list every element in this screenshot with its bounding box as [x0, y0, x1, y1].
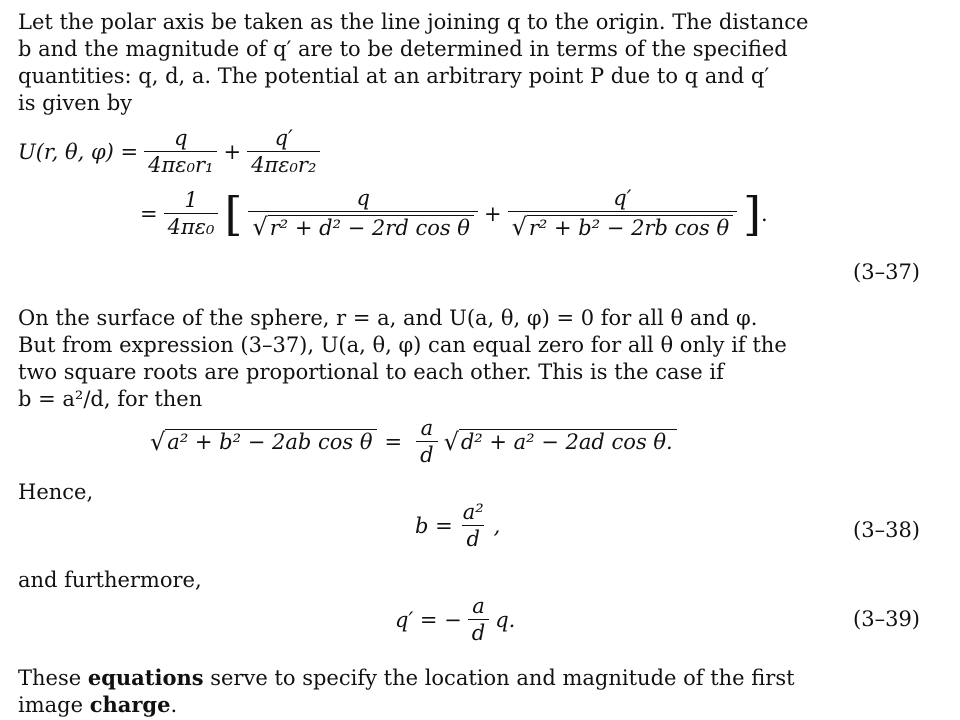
equation-3-39: q′ = − $\frac{a}{d}$ q.	[395, 594, 516, 645]
eq337-bracket-term1: $\frac{q}{\text{√r² + d² − 2rd cos θ}}$	[248, 186, 478, 241]
left-bracket-icon: [	[224, 186, 243, 241]
para2-line2: But from expression (3–37), U(a, θ, φ) can equal zero for all θ only if the	[18, 333, 787, 357]
sqrt-icon: √	[511, 213, 527, 241]
para2-line4: b = a²/d, for then	[18, 387, 203, 411]
hence-text: Hence,	[18, 480, 94, 504]
eq337-lhs: U(r, θ, φ) =	[18, 139, 139, 164]
eq337-tail: .	[761, 201, 768, 226]
para1-line3: quantities: q, d, a. The potential at an arbitrary point P due to q and q′	[18, 64, 770, 88]
eq338-fraction: $\frac{\text{a²}}{d}$	[462, 500, 484, 551]
equation-number-3-37: (3–37)	[853, 260, 920, 284]
eq337-plus2: +	[483, 201, 502, 226]
sqrt-icon: √	[252, 213, 268, 241]
equation-3-37-line1	[18, 126, 326, 177]
right-bracket-icon: ]	[743, 186, 762, 241]
eq339-fraction: $\frac{a}{d}$	[468, 594, 489, 645]
para1-line4: is given by	[18, 91, 133, 115]
equation-number-3-38: (3–38)	[853, 518, 920, 542]
equation-sqrt-proportional: √ a² + b² − 2ab cos θ = $\frac{a}{d}$ √ d² + a² − 2ad cos θ.	[150, 416, 677, 467]
eq337-term1: $\frac{q}{\text{4πε₀r₁}}$	[144, 126, 217, 177]
eq337-plus: +	[223, 139, 242, 164]
eq337-equals: =	[140, 201, 158, 226]
eq-sqrt-ratio: $\frac{a}{d}$	[416, 416, 437, 467]
sqrt-icon: √	[443, 427, 459, 456]
closing-line2: image charge.	[18, 692, 178, 717]
equation-3-38: b = $\frac{\text{a²}}{d}$ ,	[415, 500, 501, 551]
equation-number-3-39: (3–39)	[853, 607, 920, 631]
para2-line1: On the surface of the sphere, r = a, and U(a, θ, φ) = 0 for all θ and φ.	[18, 306, 758, 330]
para2-line3: two square roots are proportional to each other. This is the case if	[18, 360, 724, 384]
eq337-bracket-term2: $\frac{q'}{\text{√r² + b² − 2rb cos θ}}$	[508, 186, 738, 241]
furthermore-text: and furthermore,	[18, 568, 202, 592]
equation-3-37-line2	[140, 186, 768, 241]
para1-line2: b and the magnitude of q′ are to be determined in terms of the specified	[18, 37, 788, 61]
sqrt-icon: √	[150, 427, 166, 456]
eq337-prefactor: $\frac{1}{\text{4πε₀}}$	[164, 188, 219, 239]
eq337-term2: $\frac{q'}{\text{4πε₀r₂}}$	[247, 126, 320, 177]
para1-line1: Let the polar axis be taken as the line joining q to the origin. The distance	[18, 10, 809, 34]
closing-line1: These equations serve to specify the location and magnitude of the first	[18, 665, 795, 690]
